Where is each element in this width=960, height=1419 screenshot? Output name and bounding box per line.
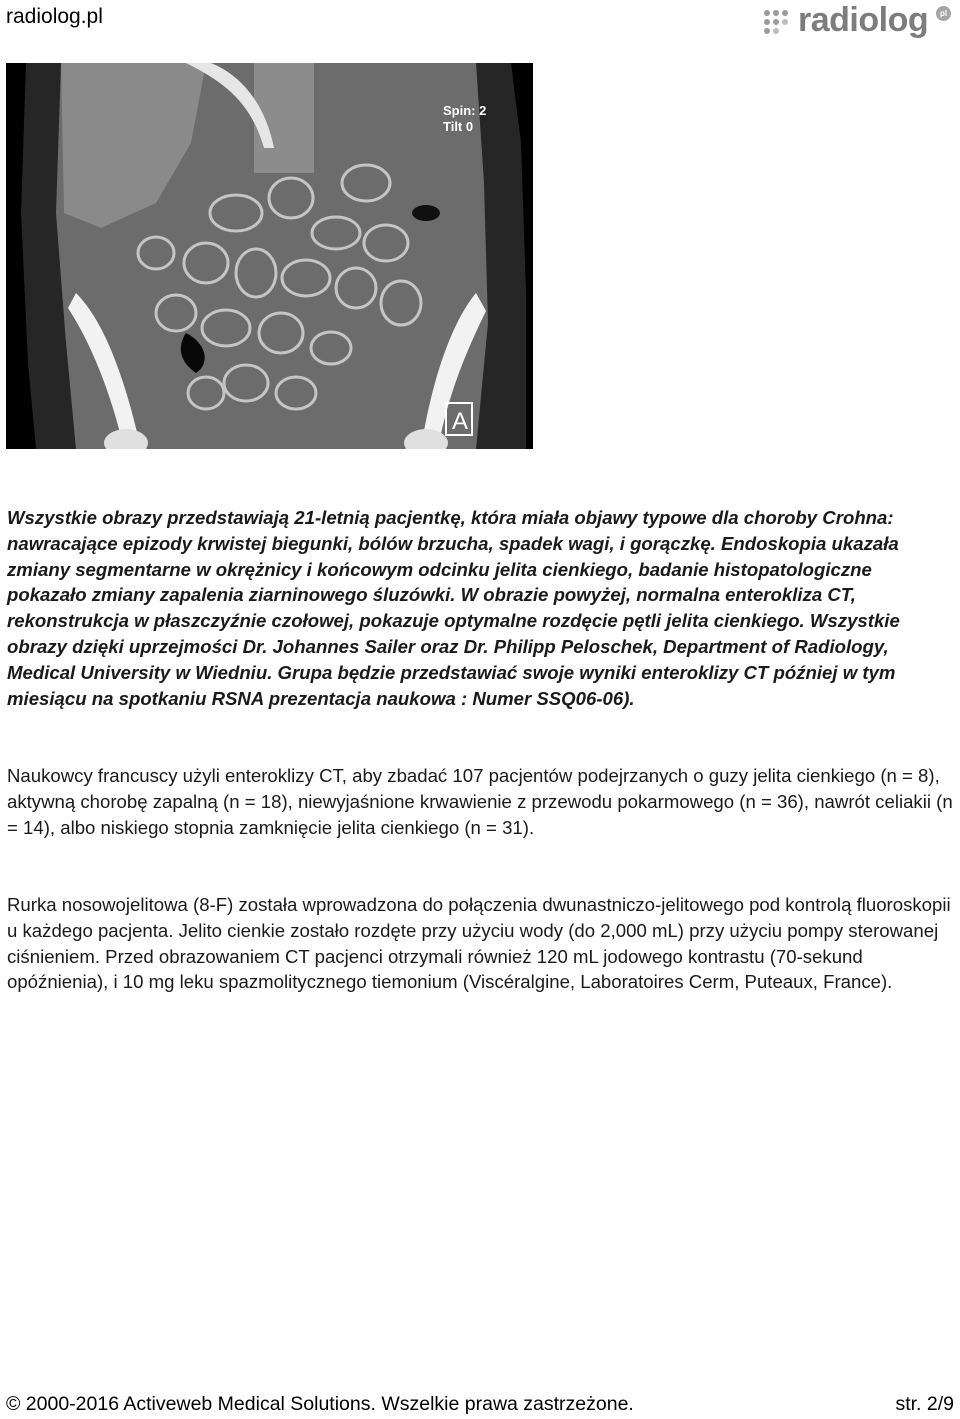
page-footer [0,1393,960,1419]
page-number: str. 2/9 [895,1393,954,1415]
copyright-notice: © 2000-2016 Activeweb Medical Solutions. Wszelkie prawa zastrzeżone. [6,1393,634,1415]
overlay-tilt: Tilt 0 [443,119,474,134]
logo-wordmark: radiolog [798,1,929,39]
body-paragraph: Naukowcy francuscy użyli enteroklizy CT, aby zbadać 107 pacjentów podejrzanych o guzy jelita cienkiego (n = 8), aktywną chorobę zapalną (n = 18), niewyjaśnione krwawienie z przewodu pokarmowego (n = 36), nawrót celiakii (n = 14), albo niskiego stopnia zamknięcie jelita cienkiego (n = 31). [7,765,953,838]
orientation-marker: A [452,408,469,435]
body-paragraph: Rurka nosowojelitowa (8-F) została wprowadzona do połączenia dwunastniczo-jelitowego pod kontrolą fluoroskopii u każdego pacjenta. Jelito cienkie zostało rozdęte przy użyciu wody (do 2,000 mL) przy użyciu pompy sterowanej ciśnieniem. Przed obrazowaniem CT pacjenci otrzymali również 120 mL jodowego kontrastu (70-sekund opóźnienia), i 10 mg leku spazmolitycznego tiemonium (Viscéralgine, Laboratoires Cerm, Puteaux, France). [7,894,951,993]
logo-superscript: pl [936,6,951,21]
ct-enteroclysis-image [6,63,533,449]
site-name: radiolog.pl [6,5,103,28]
overlay-spin: Spin: 2 [443,103,487,118]
logo-dots-icon [764,10,798,34]
radiolog-logo [760,0,956,44]
figure-caption: Wszystkie obrazy przedstawiają 21-letnią pacjentkę, która miała objawy typowe dla choroby Crohna: nawracające epizody krwistej biegunki, bólów brzucha, spadek wagi, i gorączkę. Endoskopia ukazała zmiany segmentarne w okrężnicy i końcowym odcinku jelita cienkiego, badanie histopatologiczne pokazało zmiany zapalenia ziarninowego śluzówki. W obrazie powyżej, normalna enterokliza CT, rekonstrukcja w płaszczyźnie czołowej, pokazuje optymalne rozdęcie pętli jelita cienkiego. Wszystkie obrazy dzięki uprzejmości Dr. Johannes Sailer oraz Dr. Philipp Peloschek, Department of Radiology, Medical University w Wiedniu. Grupa będzie przedstawiać swoje wyniki enteroklizy CT później w tym miesiącu na spotkaniu RSNA prezentacja naukowa : Numer SSQ06-06). [7,507,900,709]
